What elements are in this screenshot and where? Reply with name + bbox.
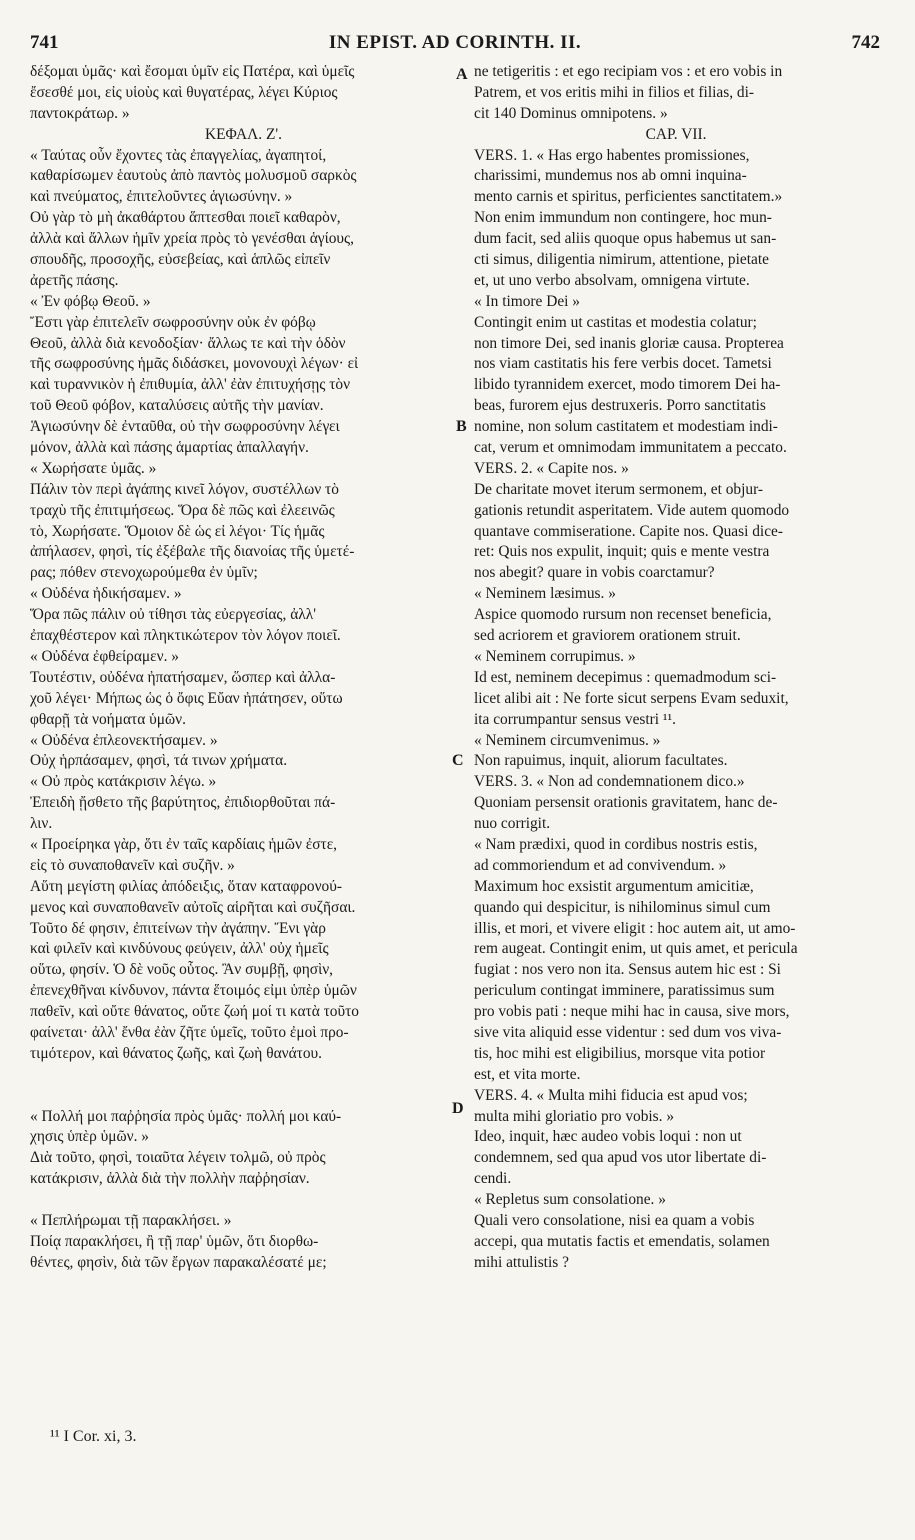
text-line: ἐπενεχθῆναι κίνδυνον, πάντα ἕτοιμός εἰμι ὑπὲρ ὑμῶν — [30, 982, 357, 1000]
text-line: Ὅρα πῶς πάλιν οὐ τίθησι τὰς εὐεργεσίας, ἀλλ' — [30, 606, 316, 624]
text-line: « Neminem circumvenimus. » — [474, 731, 661, 749]
blank-line — [30, 1086, 457, 1107]
text-line: Τοῦτο δέ φησιν, ἐπιτείνων τὴν ἀγάπην. Ἔνι γὰρ — [30, 919, 326, 937]
text-line: μόνον, ἀλλὰ καὶ πάσης ἁμαρτίας ἀπαλλαγήν. — [30, 439, 309, 457]
greek-column — [30, 62, 457, 1274]
blank-line — [30, 1190, 457, 1211]
text-line: beas, furorem ejus destruxeris. Porro sanctitatis — [474, 397, 766, 415]
text-line: τιμότερον, καὶ θάνατος ζωῆς, καὶ ζωὴ θανάτου. — [30, 1044, 323, 1062]
text-line: « In timore Dei » — [474, 292, 580, 310]
text-line: VERS. 2. « Capite nos. » — [474, 459, 629, 477]
text-line: « Πολλή μοι παῤῥησία πρὸς ὑμᾶς· πολλή μοι καύ- — [30, 1107, 342, 1125]
text-line: « Πεπλήρωμαι τῇ παρακλήσει. » — [30, 1211, 232, 1229]
text-line: ἔσεσθέ μοι, εἰς υἱοὺς καὶ θυγατέρας, λέγει Κύριος — [30, 83, 338, 101]
text-line: οὕτω, φησίν. Ὁ δὲ νοῦς οὗτος. Ἂν συμβῇ, φησὶν, — [30, 961, 334, 979]
text-line: fugiat : nos vero non ita. Sensus autem hic est : Si — [474, 961, 781, 979]
text-line: « Ταύτας οὖν ἔχοντες τὰς ἐπαγγελίας, ἀγαπητοί, — [30, 146, 327, 164]
text-line: εἰς τὸ συναποθανεῖν καὶ συζῆν. » — [30, 856, 235, 874]
margin-marker-b: B — [456, 418, 467, 435]
text-line: δέξομαι ὑμᾶς· καὶ ἔσομαι ὑμῖν εἰς Πατέρα, καὶ ὑμεῖς — [30, 63, 355, 80]
page-number-right: 742 — [851, 32, 880, 53]
text-line: ρας; πόθεν στενοχωρούμεθα ἐν ὑμῖν; — [30, 564, 258, 582]
text-line: condemnem, sed qua apud vos utor libertate di- — [474, 1149, 767, 1167]
text-line: « Neminem corrupimus. » — [474, 647, 636, 665]
text-line: Ἁγιωσύνην δὲ ἐνταῦθα, οὐ τὴν σωφροσύνην λέγει — [30, 418, 340, 436]
text-line: quando qui despicitur, is nihilominus simul cum — [474, 898, 771, 916]
text-line: Ideo, inquit, hæc audeo vobis loqui : non ut — [474, 1128, 742, 1146]
text-line: Τουτέστιν, οὐδένα ἠπατήσαμεν, ὥσπερ καὶ ἀλλα- — [30, 668, 336, 686]
text-line: « Neminem læsimus. » — [474, 585, 616, 603]
text-line: rem augeat. Contingit enim, ut quis amet, et pericula — [474, 940, 798, 958]
text-line: libido tyrannidem exercet, modo timorem Dei ha- — [474, 376, 781, 394]
text-line: καὶ πνεύματος, ἐπιτελοῦντες ἁγιωσύνην. » — [30, 188, 293, 206]
text-line: τραχὺ τῆς ἐπιτιμήσεως. Ὅρα δὲ πῶς καὶ ἐλεεινῶς — [30, 501, 335, 519]
text-line: σπουδῆς, προσοχῆς, εὐσεβείας, καὶ ἁπλῶς εἰπεῖν — [30, 251, 331, 269]
text-line: multa mihi gloriatio pro vobis. » — [474, 1107, 675, 1125]
text-line: Non enim immundum non contingere, hoc mun- — [474, 209, 772, 227]
text-line: ἀπήλασεν, φησὶ, τίς ἐξέβαλε τῆς διανοίας τῆς ὑμετέ- — [30, 543, 355, 561]
text-line: Οὐ γὰρ τὸ μὴ ἀκαθάρτου ἅπτεσθαι ποιεῖ καθαρὸν, — [30, 209, 341, 227]
text-line: Quali vero consolatione, nisi ea quam a vobis — [474, 1211, 755, 1229]
text-line: dum facit, sed aliis quoque opus habemus ut san- — [474, 230, 777, 248]
text-line: Ποίᾳ παρακλήσει, ἢ τῇ παρ' ὑμῶν, ὅτι διορθω- — [30, 1232, 319, 1250]
text-line: gationis retundit asperitatem. Vide autem quomodo — [474, 501, 790, 519]
text-line: « Οὐδένα ἐφθείραμεν. » — [30, 647, 179, 665]
text-line: VERS. 3. « Non ad condemnationem dico.» — [474, 773, 745, 791]
text-line: periculum contingat imminere, paratissimus sum — [474, 982, 775, 1000]
text-line: Ἔστι γὰρ ἐπιτελεῖν σωφροσύνην οὐκ ἐν φόβῳ — [30, 313, 316, 331]
text-line: ἀλλὰ καὶ ἄλλων ἡμῖν χρεία πρὸς τὸ γενέσθαι ἁγίους, — [30, 230, 354, 248]
text-line: Non rapuimus, inquit, aliorum facultates. — [474, 752, 728, 770]
text-line: « Προείρηκα γὰρ, ὅτι ἐν ταῖς καρδίαις ἡμῶν ἐστε, — [30, 835, 338, 853]
text-line: est, et vita morte. — [474, 1065, 581, 1083]
text-line: τὸ, Χωρήσατε. Ὅμοιον δὲ ὡς εἰ λέγοι· Τίς ἡμᾶς — [30, 522, 325, 540]
margin-marker-c: C — [452, 752, 464, 769]
text-line: « Nam prædixi, quod in cordibus nostris estis, — [474, 835, 758, 853]
text-line: χοῦ λέγει· Μήπως ὡς ὁ ὄφις Εὔαν ἠπάτησεν, οὕτω — [30, 689, 343, 707]
text-line: « Repletus sum consolatione. » — [474, 1191, 666, 1209]
text-line: θέντες, φησὶν, διὰ τῶν ἔργων παρακαλέσατέ με; — [30, 1253, 327, 1271]
text-line: Quoniam persensit orationis gravitatem, hanc de- — [474, 794, 778, 812]
text-line: mihi attulistis ? — [474, 1253, 569, 1271]
text-line: « Οὐδένα ἐπλεονεκτήσαμεν. » — [30, 731, 218, 749]
text-line: Ἐπειδὴ ᾔσθετο τῆς βαρύτητος, ἐπιδιορθοῦται πά- — [30, 794, 336, 812]
text-line: Aspice quomodo rursum non recenset beneficia, — [474, 606, 772, 624]
text-line: VERS. 1. « Has ergo habentes promissiones, — [474, 146, 750, 164]
text-line: Διὰ τοῦτο, φησὶ, τοιαῦτα λέγειν τολμῶ, οὐ πρὸς — [30, 1149, 326, 1167]
text-line: χησις ὑπὲρ ὑμῶν. » — [30, 1128, 149, 1146]
text-line: καὶ τυραννικὸν ἡ ἐπιθυμία, ἀλλ' ἐὰν ἐπιτυχήσῃς τὸν — [30, 376, 351, 394]
text-line: Contingit enim ut castitas et modestia colatur; — [474, 313, 757, 331]
text-line: Οὐχ ἡρπάσαμεν, φησὶ, τά τινων χρήματα. — [30, 752, 288, 770]
text-line: CAP. VII. — [645, 125, 707, 143]
text-line: Patrem, et vos eritis mihi in filios et filias, di- — [474, 83, 754, 101]
text-line: Πάλιν τὸν περὶ ἀγάπης κινεῖ λόγον, συστέλλων τὸ — [30, 480, 339, 498]
text-line: ret: Quis nos expulit, inquit; quis e mente vestra — [474, 543, 770, 561]
text-line: nuo corrigit. — [474, 815, 551, 833]
text-line: nomine, non solum castitatem et modestiam indi- — [474, 418, 778, 436]
text-line: ad commoriendum et ad convivendum. » — [474, 856, 727, 874]
text-line: nos abegit? quare in vobis coarctamur? — [474, 564, 715, 582]
text-line: Id est, neminem decepimus : quemadmodum sci- — [474, 668, 777, 686]
text-line: ΚΕΦΑΛ. Ζ'. — [204, 125, 283, 143]
text-line: « Οὐδένα ἠδικήσαμεν. » — [30, 585, 182, 603]
text-line: charissimi, mundemus nos ab omni inquina- — [474, 167, 747, 185]
text-line: τοῦ Θεοῦ φόβον, καταλύσεις αὐτῆς τὴν μανίαν. — [30, 397, 324, 415]
text-line: VERS. 4. « Multa mihi fiducia est apud vos; — [474, 1086, 748, 1104]
text-line: « Ἐν φόβῳ Θεοῦ. » — [30, 292, 151, 310]
text-line: « Οὐ πρὸς κατάκρισιν λέγω. » — [30, 773, 217, 791]
text-line: Αὕτη μεγίστη φιλίας ἀπόδειξις, ὅταν καταφρονού- — [30, 877, 342, 895]
text-line: Θεοῦ, ἀλλὰ διὰ κενοδοξίαν· ἄλλως τε καὶ τὴν ὁδὸν — [30, 334, 346, 352]
text-line: accepi, qua mutatis factis et emendatis, solamen — [474, 1232, 770, 1250]
margin-marker-d: D — [452, 1100, 464, 1117]
text-line: non timore Dei, sed inanis gloriæ causa. Propterea — [474, 334, 784, 352]
text-line: mento carnis et spiritus, perficientes sanctitatem.» — [474, 188, 783, 206]
text-line: φθαρῇ τὰ νοήματα ὑμῶν. — [30, 710, 186, 728]
margin-marker-a: A — [456, 66, 468, 83]
text-line: sive vita aliquid esse videntur : sed dum vos viva- — [474, 1023, 782, 1041]
text-line: sed acriorem et graviorem orationem struit. — [474, 627, 741, 645]
text-line: quantave commiseratione. Capite nos. Quasi dice- — [474, 522, 784, 540]
text-line: παθεῖν, καὶ οὔτε θάνατος, οὔτε ζωή μοί τι κατὰ τοῦτο — [30, 1003, 359, 1021]
text-line: et, ut uno verbo absolvam, omnigena virtute. — [474, 271, 750, 289]
running-header — [30, 32, 880, 56]
text-line: κατάκρισιν, ἀλλὰ διὰ τὴν πολλὴν παῤῥησίαν. — [30, 1170, 310, 1188]
blank-line — [30, 1065, 457, 1086]
text-line: cat, verum et omnimodam immunitatem a peccato. — [474, 439, 787, 457]
latin-column — [474, 62, 878, 1274]
text-line: φαίνεται· ἀλλ' ἔνθα ἐὰν ζῆτε ὑμεῖς, τοῦτο ἐμοὶ προ- — [30, 1023, 349, 1041]
text-line: καθαρίσωμεν ἑαυτοὺς ἀπὸ παντὸς μολυσμοῦ σαρκὸς — [30, 167, 357, 185]
text-line: tis, hoc mihi est eligibilius, morsque vita potior — [474, 1044, 766, 1062]
text-line: λιν. — [30, 815, 53, 833]
text-line: παντοκράτωρ. » — [30, 104, 130, 122]
text-line: ἀρετῆς πάσης. — [30, 271, 119, 289]
text-line: De charitate movet iterum sermonem, et objur- — [474, 480, 764, 498]
text-line: illis, et mori, et vivere eligit : hoc autem ait, ut amo- — [474, 919, 796, 937]
text-line: καὶ φιλεῖν καὶ κινδύνους φεύγειν, ἀλλ' οὐχ ἡμεῖς — [30, 940, 329, 958]
text-line: nos viam castitatis his fere verbis docet. Tametsi — [474, 355, 772, 373]
text-line: licet alibi ait : Ne forte sicut serpens Evam seduxit, — [474, 689, 789, 707]
text-line: τῆς σωφροσύνης ἡμᾶς διδάσκει, μονονουχὶ λέγων· εἰ — [30, 355, 359, 373]
text-line: Maximum hoc exsistit argumentum amicitiæ, — [474, 877, 754, 895]
footnote: ¹¹ I Cor. xi, 3. — [50, 1428, 137, 1445]
text-line: ita corrumpantur sensus vestri ¹¹. — [474, 710, 676, 728]
text-line: ἐπαχθέστερον καὶ πληκτικώτερον τὸν λόγον ποιεῖ. — [30, 627, 341, 645]
page-number-left: 741 — [30, 32, 59, 53]
text-line: μενος καὶ συναποθανεῖν αὐτοῖς αἱρῆται καὶ συζῆσαι. — [30, 898, 356, 916]
text-line: cit 140 Dominus omnipotens. » — [474, 104, 668, 122]
text-line: pro vobis pati : neque mihi hac in causa, sive mors, — [474, 1003, 790, 1021]
text-line: « Χωρήσατε ὑμᾶς. » — [30, 459, 157, 477]
text-line: cendi. — [474, 1170, 512, 1188]
text-line: cti simus, diligentia nimirum, attentione, pietate — [474, 251, 769, 269]
running-title: IN EPIST. AD CORINTH. II. — [328, 32, 582, 53]
text-line: ne tetigeritis : et ego recipiam vos : et ero vobis in — [474, 63, 783, 80]
